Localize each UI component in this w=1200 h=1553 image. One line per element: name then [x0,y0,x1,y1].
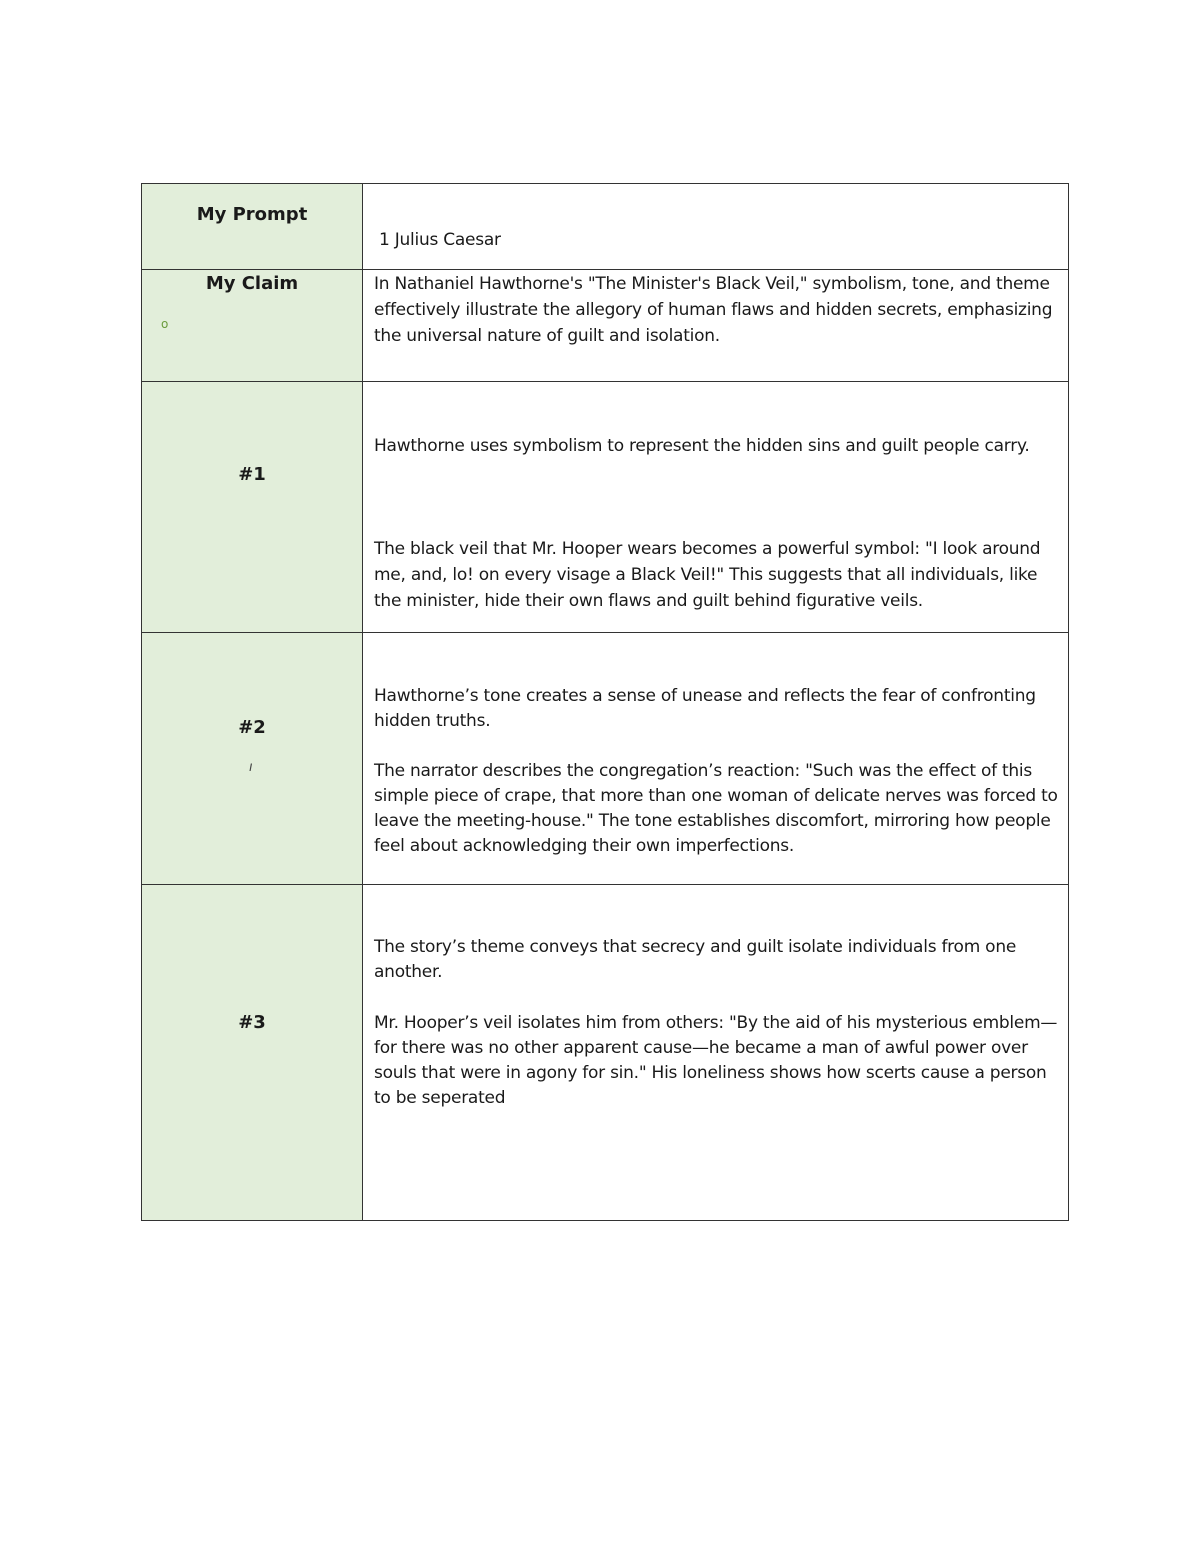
point-3-evidence: Mr. Hooper’s veil isolates him from others: "By the aid of his mysterious emblem—for there was no other apparent cause—he became a man of awful power over souls that were in agony for sin." His loneliness shows how scerts cause a person to be seperated [374,1013,1058,1108]
point-3-topic: The story’s theme conveys that secrecy and guilt isolate individuals from one another. [374,937,1017,982]
prompt-content-cell [363,184,1069,270]
table-row-point-1 [142,382,1069,633]
table-row-point-3 [142,885,1069,1221]
point-2-annotation-mark: ı [249,760,253,775]
point-3-content-cell [363,885,1069,1221]
claim-annotation-mark: o [161,317,169,331]
prompt-label: My Prompt [196,204,308,225]
table-row-claim [142,270,1069,382]
claim-label: My Claim [205,273,299,294]
point-1-topic: Hawthorne uses symbolism to represent the hidden sins and guilt people carry. [374,436,1030,456]
point-1-label: #1 [238,464,266,485]
point-2-evidence: The narrator describes the congregation’s reaction: "Such was the effect of this simple piece of crape, that more than one woman of delicate nerves was forced to leave the meeting-house." The tone establishes discomfort, mirroring how people feel about acknowledging their own imperfections. [374,761,1058,856]
table-row-prompt [142,184,1069,270]
point-2-label: #2 [238,717,266,738]
point-2-label-cell [142,633,363,885]
essay-outline-table [141,183,1069,1221]
prompt-label-cell [142,184,363,270]
prompt-text: 1 Julius Caesar [379,230,501,250]
claim-label-cell [142,270,363,382]
point-1-evidence: The black veil that Mr. Hooper wears becomes a powerful symbol: "I look around me, and, lo! on every visage a Black Veil!" This suggests that all individuals, like the minister, hide their own flaws and guilt behind figurative veils. [374,539,1041,611]
claim-content-cell [363,270,1069,382]
point-3-label: #3 [238,1012,266,1033]
point-3-label-cell [142,885,363,1221]
point-2-content-cell [363,633,1069,885]
point-2-topic: Hawthorne’s tone creates a sense of unease and reflects the fear of confronting hidden truths. [374,686,1036,731]
table-row-point-2 [142,633,1069,885]
point-1-label-cell [142,382,363,633]
claim-text: In Nathaniel Hawthorne's "The Minister's Black Veil," symbolism, tone, and theme effectively illustrate the allegory of human flaws and hidden secrets, emphasizing the universal nature of guilt and isolation. [374,274,1053,346]
point-1-content-cell [363,382,1069,633]
